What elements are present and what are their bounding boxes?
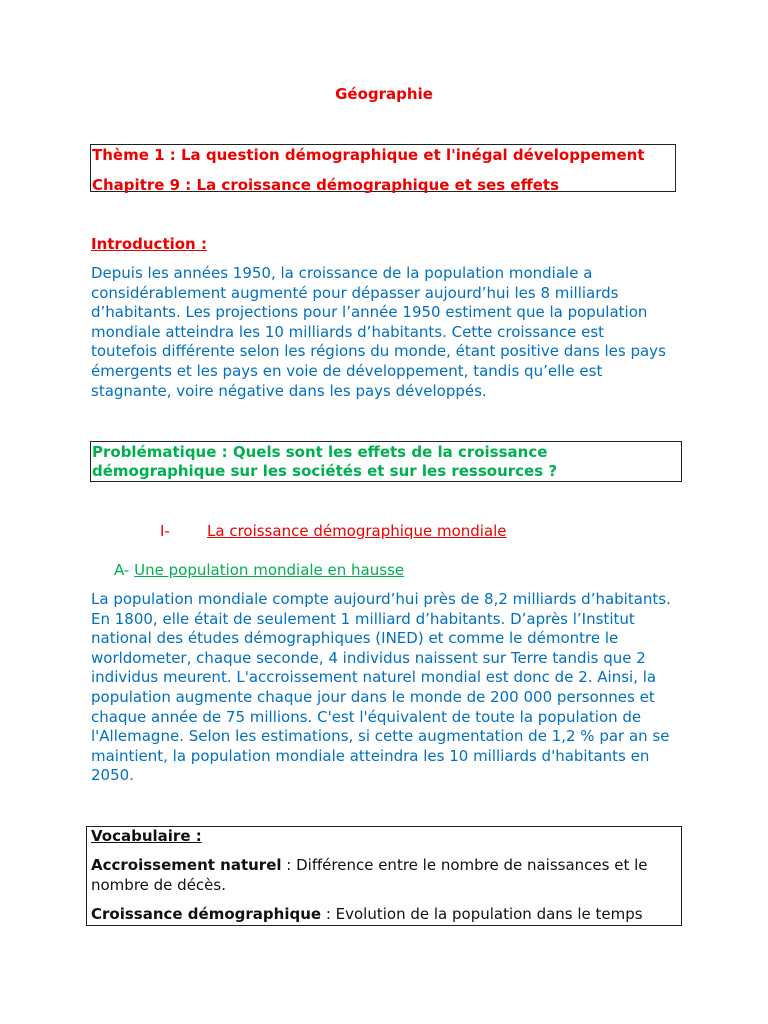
vocabulary-term: Accroissement naturel	[91, 856, 282, 874]
section-a-paragraph: La population mondiale compte aujourd’hui près de 8,2 milliards d’habitants. En 1800, elle était de seulement 1 milliard d’habitants. D’après l’Institut national des études démographiques (INED) et comme le démontre le worldometer, chaque seconde, 4 individus naissent sur Terre tandis que 2 individus meurent. L'accroissement naturel mondial est donc de 2. Ainsi, la population augmente chaque jour dans le monde de 200 000 personnes et chaque année de 75 millions. C'est l'équivalent de toute la population de l'Allemagne. Selon les estimations, si cette augmentation de 1,2 % par an se maintient, la population mondiale atteindra les 10 milliards d'habitants en 2050.	[91, 590, 671, 785]
vocabulary-item	[91, 856, 677, 895]
section-a-title: Une population mondiale en hausse	[134, 561, 405, 579]
chapter-heading: Chapitre 9 : La croissance démographique et ses effets	[92, 176, 559, 194]
theme-chapter-box	[90, 144, 676, 192]
introduction-heading: Introduction :	[91, 235, 207, 253]
vocabulary-term: Croissance démographique	[91, 905, 322, 923]
theme-heading: Thème 1 : La question démographique et l'inégal développement	[92, 146, 645, 164]
vocabulary-item	[91, 905, 677, 923]
section-a-heading	[114, 561, 404, 579]
vocabulary-heading: Vocabulaire :	[91, 827, 202, 845]
section-i-number: I-	[160, 522, 170, 540]
page-title: Géographie	[335, 85, 433, 103]
vocabulary-definition: : Evolution de la population dans le temps	[321, 905, 643, 923]
introduction-paragraph: Depuis les années 1950, la croissance de la population mondiale a considérablement augmenté pour dépasser aujourd’hui les 8 milliards d’habitants. Les projections pour l’année 1950 estiment que la population mondiale atteindra les 10 milliards d’habitants. Cette croissance est toutefois différente selon les régions du monde, étant positive dans les pays émergents et les pays en voie de développement, tandis qu’elle est stagnante, voire négative dans les pays développés.	[91, 264, 666, 400]
problematique-box: Problématique : Quels sont les effets de la croissance démographique sur les sociétés et sur les ressources ?	[90, 441, 682, 482]
section-a-letter: A-	[114, 561, 130, 579]
section-i-title: La croissance démographique mondiale	[207, 522, 507, 540]
vocabulary-box	[86, 826, 682, 926]
vocabulary-definition: : Différence entre le nombre de naissances et le nombre de décès.	[91, 856, 648, 894]
section-i-heading	[160, 522, 507, 540]
